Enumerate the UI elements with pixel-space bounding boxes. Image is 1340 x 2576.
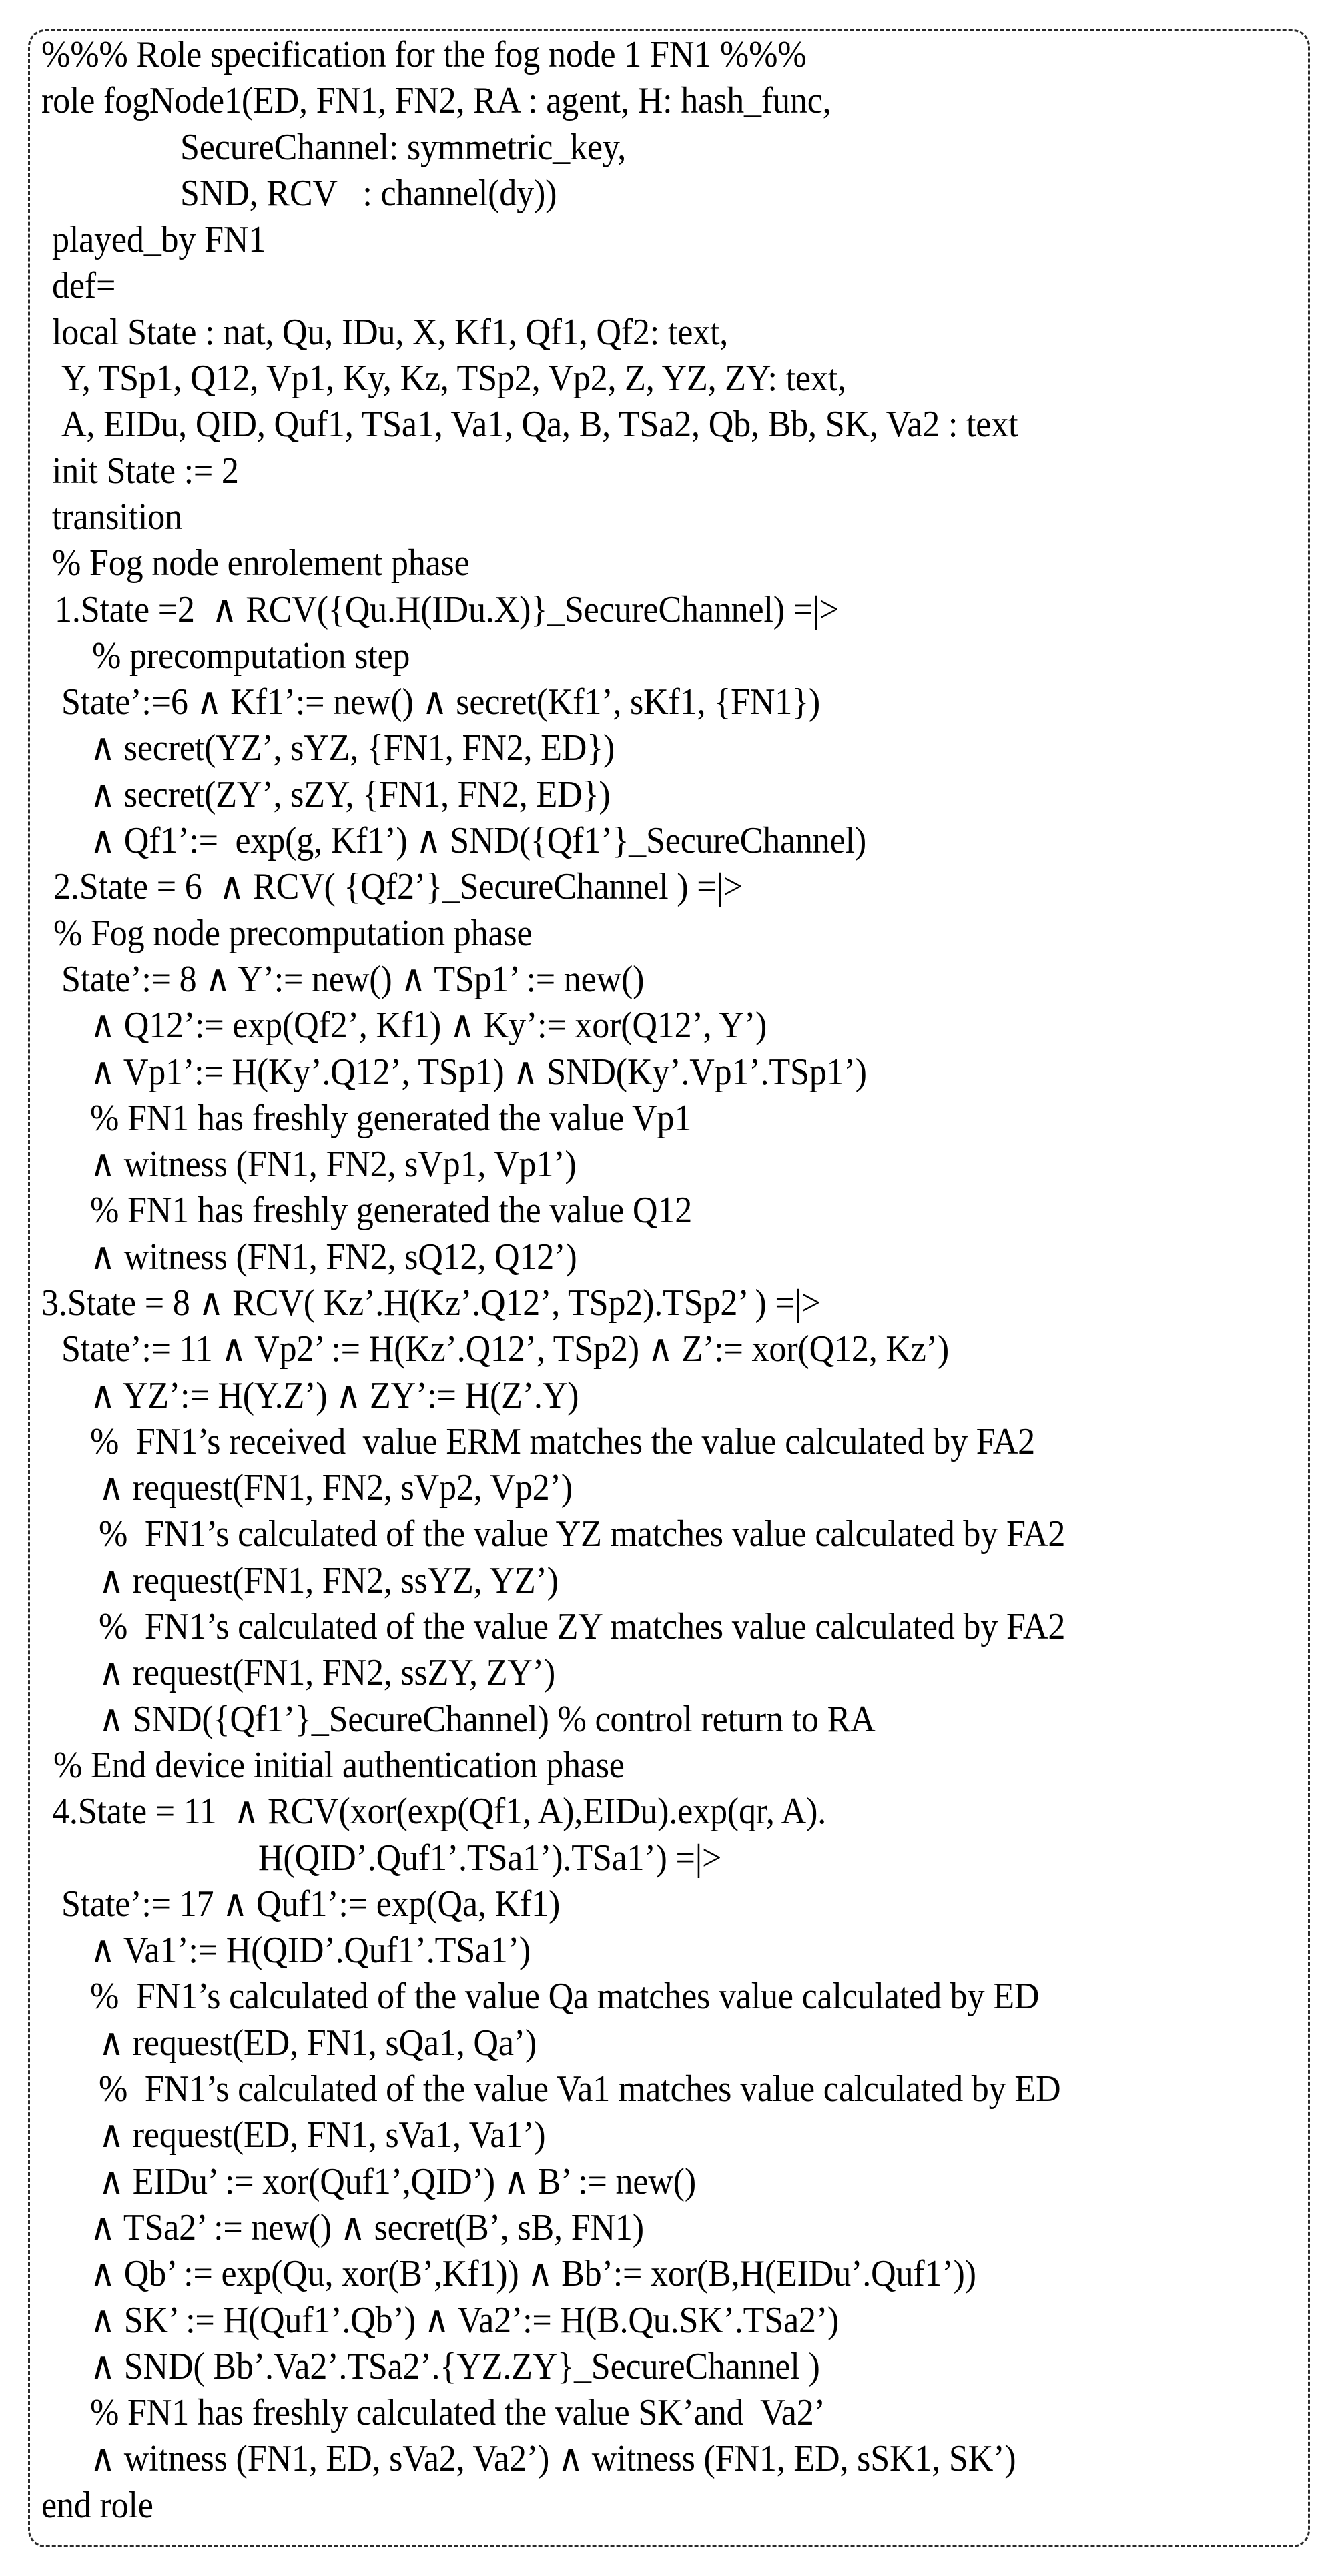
code-line: Y, TSp1, Q12, Vp1, Ky, Kz, TSp2, Vp2, Z, YZ, ZY: text, <box>61 358 846 400</box>
code-line-title: %%% Role specification for the fog node 1 FN1 %%% <box>41 34 807 75</box>
code-comment: % Fog node precomputation phase <box>53 912 533 954</box>
code-line: ∧ Q12’:= exp(Qf2’, Kf1) ∧ Ky’:= xor(Q12’, Y’) <box>90 1005 767 1047</box>
code-line-played-by: played_by FN1 <box>52 219 266 261</box>
code-line: ∧ witness (FN1, ED, sVa2, Va2’) ∧ witness (FN1, ED, sSK1, SK’) <box>90 2438 1016 2480</box>
code-line: ∧ secret(YZ’, sYZ, {FN1, FN2, ED}) <box>90 727 615 769</box>
code-comment: % Fog node enrolement phase <box>52 542 470 584</box>
code-line-transition-4: 4.State = 11 ∧ RCV(xor(exp(Qf1, A),EIDu).exp(qr, A). <box>52 1791 827 1833</box>
code-line-init: init State := 2 <box>52 450 239 492</box>
code-line: State’:= 17 ∧ Quf1’:= exp(Qa, Kf1) <box>61 1883 561 1925</box>
code-line: ∧ Qb’ := exp(Qu, xor(B’,Kf1)) ∧ Bb’:= xor(B,H(EIDu’.Quf1’)) <box>90 2253 976 2295</box>
code-line-transition-3: 3.State = 8 ∧ RCV( Kz’.H(Kz’.Q12’, TSp2).TSp2’ ) =|> <box>41 1282 821 1324</box>
code-line: ∧ Va1’:= H(QID’.Quf1’.TSa1’) <box>90 1929 531 1972</box>
code-line: ∧ witness (FN1, FN2, sQ12, Q12’) <box>90 1236 577 1278</box>
code-line: ∧ Vp1’:= H(Ky’.Q12’, TSp1) ∧ SND(Ky’.Vp1’.TSp1’) <box>90 1051 867 1093</box>
code-line: ∧ SND( Bb’.Va2’.TSa2’.{YZ.ZY}_SecureChannel ) <box>90 2345 820 2387</box>
code-line: ∧ EIDu’ := xor(Quf1’,QID’) ∧ B’ := new() <box>99 2160 696 2202</box>
code-comment: % FN1’s received value ERM matches the value calculated by FA2 <box>90 1420 1036 1462</box>
code-comment: % FN1 has freshly calculated the value SK’and Va2’ <box>90 2392 825 2434</box>
code-line: SecureChannel: symmetric_key, <box>180 126 627 168</box>
code-line: ∧ request(FN1, FN2, sVp2, Vp2’) <box>99 1467 573 1509</box>
code-line: State’:=6 ∧ Kf1’:= new() ∧ secret(Kf1’, sKf1, {FN1}) <box>61 681 821 723</box>
code-line-end-role: end role <box>41 2484 153 2526</box>
code-line-transition: transition <box>52 496 182 538</box>
code-comment: % FN1’s calculated of the value Va1 matches value calculated by ED <box>99 2068 1061 2110</box>
code-line: ∧ secret(ZY’, sZY, {FN1, FN2, ED}) <box>90 773 611 815</box>
code-comment: % FN1’s calculated of the value YZ matches value calculated by FA2 <box>99 1513 1066 1555</box>
code-line: State’:= 8 ∧ Y’:= new() ∧ TSp1’ := new() <box>61 958 645 1000</box>
code-comment: % End device initial authentication phase <box>53 1744 625 1786</box>
code-line: ∧ SK’ := H(Quf1’.Qb’) ∧ Va2’:= H(B.Qu.SK’.TSa2’) <box>90 2299 840 2341</box>
code-line: ∧ request(ED, FN1, sVa1, Va1’) <box>99 2114 546 2156</box>
code-line: ∧ YZ’:= H(Y.Z’) ∧ ZY’:= H(Z’.Y) <box>90 1374 579 1416</box>
code-line-role-header: role fogNode1(ED, FN1, FN2, RA : agent, H: hash_func, <box>41 80 831 122</box>
code-line: SND, RCV : channel(dy)) <box>180 172 557 214</box>
code-line: H(QID’.Quf1’.TSa1’).TSa1’) =|> <box>258 1837 722 1879</box>
code-line: ∧ witness (FN1, FN2, sVp1, Vp1’) <box>90 1144 577 1186</box>
code-comment: % precomputation step <box>92 634 410 677</box>
code-comment: % FN1 has freshly generated the value Q12 <box>90 1190 693 1232</box>
code-line-transition-1: 1.State =2 ∧ RCV({Qu.H(IDu.X)}_SecureChannel) =|> <box>55 588 840 630</box>
code-line: ∧ TSa2’ := new() ∧ secret(B’, sB, FN1) <box>90 2206 644 2248</box>
code-line: ∧ request(FN1, FN2, ssZY, ZY’) <box>99 1652 556 1694</box>
code-line: ∧ request(ED, FN1, sQa1, Qa’) <box>99 2022 537 2064</box>
code-line-transition-2: 2.State = 6 ∧ RCV( {Qf2’}_SecureChannel ) =|> <box>53 866 743 908</box>
code-comment: % FN1 has freshly generated the value Vp1 <box>90 1097 692 1139</box>
code-line-local: local State : nat, Qu, IDu, X, Kf1, Qf1, Qf2: text, <box>52 311 729 353</box>
code-line: A, EIDu, QID, Quf1, TSa1, Va1, Qa, B, TSa2, Qb, Bb, SK, Va2 : text <box>61 404 1018 446</box>
code-line: ∧ Qf1’:= exp(g, Kf1’) ∧ SND({Qf1’}_SecureChannel) <box>90 820 867 862</box>
code-line-def: def= <box>52 265 116 307</box>
code-line: ∧ request(FN1, FN2, ssYZ, YZ’) <box>99 1559 559 1601</box>
code-line: ∧ SND({Qf1’}_SecureChannel) % control return to RA <box>99 1698 876 1740</box>
code-comment: % FN1’s calculated of the value ZY matches value calculated by FA2 <box>99 1606 1066 1648</box>
code-line: State’:= 11 ∧ Vp2’ := H(Kz’.Q12’, TSp2) ∧ Z’:= xor(Q12, Kz’) <box>61 1328 950 1370</box>
code-comment: % FN1’s calculated of the value Qa matches value calculated by ED <box>90 1976 1040 2018</box>
